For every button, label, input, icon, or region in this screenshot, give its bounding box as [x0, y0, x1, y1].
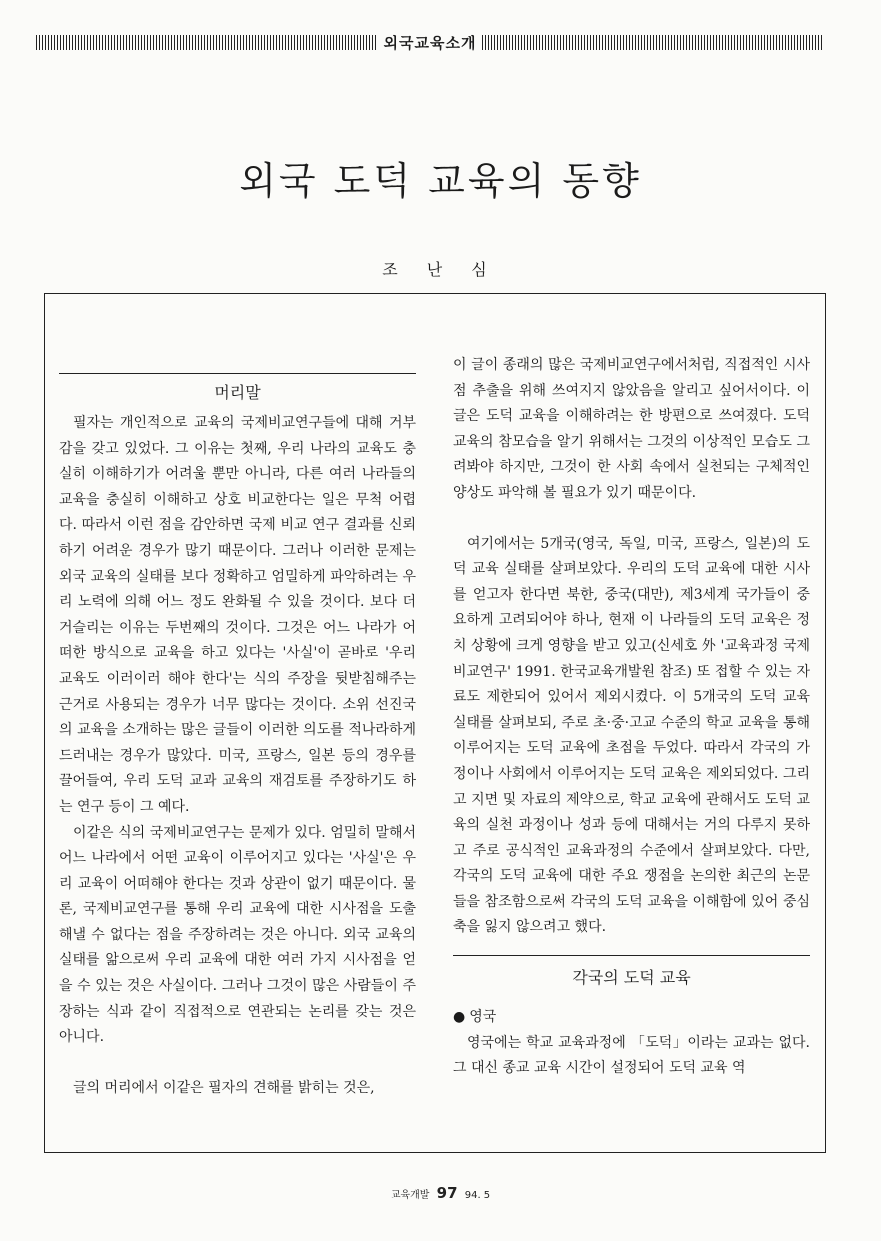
article-title: 외국 도덕 교육의 동향 [239, 159, 642, 203]
hatch-rule-right [482, 35, 824, 50]
left-paragraph-1: 필자는 개인적으로 교육의 국제비교연구들에 대해 거부감을 갖고 있었다. 그 이유는 첫째, 우리 나라의 교육도 충실히 이해하기가 어려울 뿐만 아니라, 다른 여러 나라들의 교육을 충실히 이해하고 상호 비교한다는 일은 무척 어렵다. 따라서 이런 점을 감안하면 국제 비교 연구 결과를 신뢰하기 어려운 경우가 많기 때문이다. 그러나 이러한 문제는 외국 교육의 실태를 보다 정확하고 엄밀하게 파악하려는 우리 노력에 의해 어느 정도 완화될 수 있을 것이다. 보다 더 거슬리는 이유는 두번째의 것이다. 그것은 어느 나라가 어떠한 방식으로 교육을 하고 있다는 '사실'이 곧바로 '우리 교육도 이러이러 해야 한다'는 식의 주장을 뒷받침해주는 근거로 사용되는 경우가 너무 많다는 것이다. 소위 선진국의 교육을 소개하는 많은 글들이 이러한 의도를 적나라하게 드러내는 경우가 많았다. 미국, 프랑스, 일본 등의 경우를 끌어들여, 우리 도덕 교과 교육의 재검토를 주장하기도 하는 연구 등이 그 예다. [59, 415, 416, 815]
hatch-rule-left [36, 35, 378, 50]
left-column [59, 373, 416, 1101]
left-section-heading: 머리말 [59, 373, 416, 403]
bullet-dot-icon: ● [453, 1009, 466, 1026]
section-label: 외국교육소개 [383, 33, 477, 52]
footer-issue: 94. 5 [464, 1190, 491, 1201]
right-column [453, 353, 810, 1082]
right-paragraph-3: 영국에는 학교 교육과정에 「도덕」이라는 교과는 없다. 그 대신 종교 교육 시간이 설정되어 도덕 교육 역 [453, 1034, 810, 1077]
right-paragraph-1: 이 글이 종래의 많은 국제비교연구에서처럼, 직접적인 시사점 추출을 위해 쓰여지지 않았음을 알리고 싶어서이다. 이 글은 도덕 교육을 이해하려는 한 방편으로 쓰여졌다. 도덕 교육의 참모습을 알기 위해서는 그것의 이상적인 모습도 그려봐야 하지만, 그것이 한 사회 속에서 실천되는 구체적인 양상도 파악해 볼 필요가 있기 때문이다. [453, 357, 810, 501]
left-paragraph-3: 글의 머리에서 이같은 필자의 견해를 밝히는 것은, [73, 1079, 375, 1096]
right-paragraph-2: 여기에서는 5개국(영국, 독일, 미국, 프랑스, 일본)의 도덕 교육 실태를 살펴보았다. 우리의 도덕 교육에 대한 시사를 얻고자 한다면 북한, 중국(대만), 제3세계 국가들이 중요하게 고려되어야 하나, 현재 이 나라들의 도덕 교육은 정치 상황에 크게 영향을 받고 있고(신세호 外 '교육과정 국제비교연구' 1991. 한국교육개발원 참조) 또 접할 수 있는 자료도 제한되어 있어서 제외시켰다. 이 5개국의 도덕 교육 실태를 살펴보되, 주로 초·중·고교 수준의 학교 교육을 통해 이루어지는 도덕 교육에 초점을 두었다. 따라서 각국의 가정이나 사회에서 이루어지는 도덕 교육은 제외되었다. 그리고 지면 및 자료의 제약으로, 학교 교육에 관해서도 도덕 교육의 실천 과정이나 성과 등에 대해서는 거의 다루지 못하고 주로 공식적인 교육과정의 수준에서 살펴보았다. 다만, 각국의 도덕 교육에 대한 주요 쟁점을 논의한 최근의 논문들을 참조함으로써 각국의 도덕 교육을 이해함에 있어 중심축을 잃지 않으려고 했다. [453, 535, 810, 936]
right-section-heading: 각국의 도덕 교육 [453, 955, 810, 999]
subsection-title: 영국 [469, 1009, 497, 1026]
left-paragraph-2: 이같은 식의 국제비교연구는 문제가 있다. 엄밀히 말해서 어느 나라에서 어떤 교육이 이루어지고 있다는 '사실'은 우리 교육이 어떠해야 한다는 것과 상관이 없기 때문이다. 물론, 국제비교연구를 통해 우리 교육에 대한 시사점을 도출해낼 수 없다는 점을 주장하려는 것은 아니다. 외국 교육의 실태를 앎으로써 우리 교육에 대한 여러 가지 시사점을 얻을 수 있는 것은 사실이다. 그러나 그것이 많은 사람들이 주장하는 식과 같이 직접적으로 연관되는 논리를 갖는 것은 아니다. [59, 824, 416, 1046]
section-band [36, 33, 824, 51]
footer-journal: 교육개발 [390, 1190, 430, 1201]
article-author: 조 난 심 [382, 260, 499, 279]
page-footer [0, 1184, 881, 1202]
subsection-bullet [453, 1005, 810, 1031]
footer-page-number: 97 [436, 1184, 458, 1202]
